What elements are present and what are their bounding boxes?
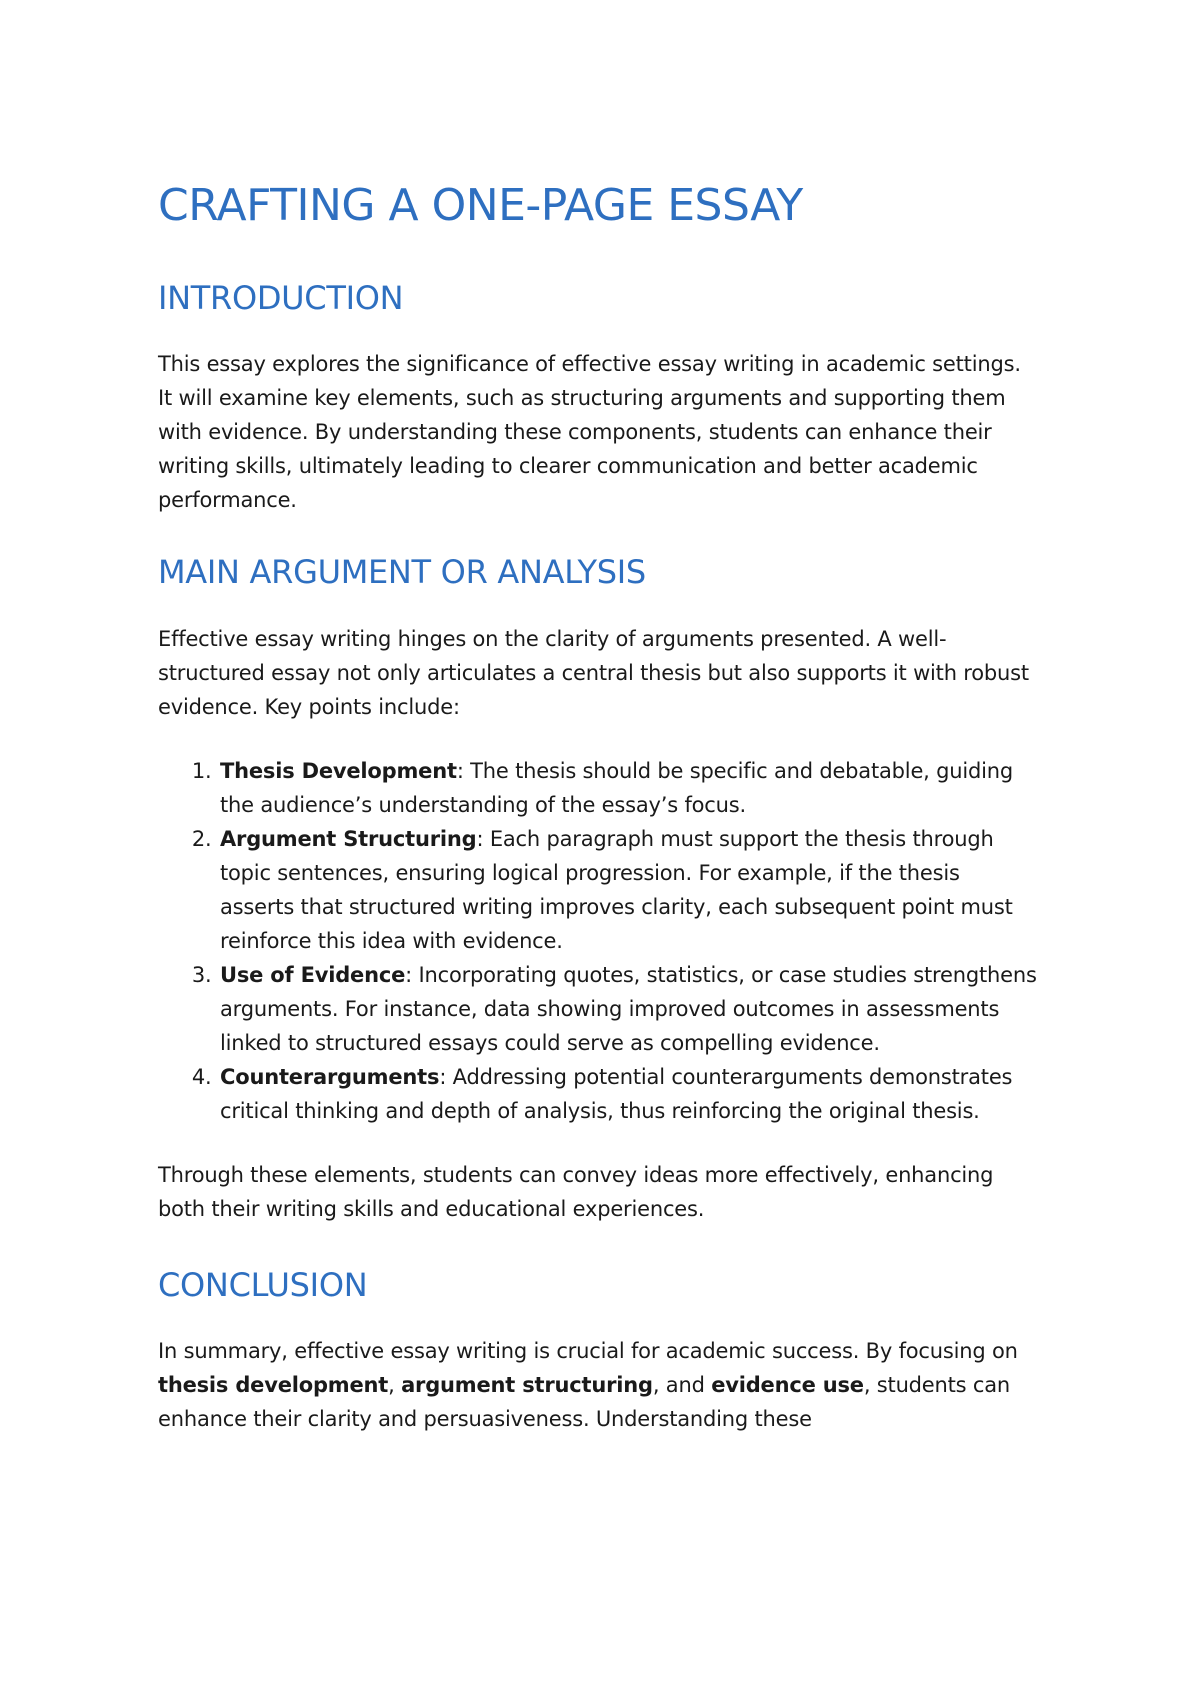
conclusion-heading: CONCLUSION: [158, 1265, 368, 1304]
list-item-term: Thesis Development: [220, 758, 457, 783]
list-item-text: : Incorporating quotes, statistics, or case studies strengthens arguments. For instance, data showing improved outcomes in assessments linked to structured essays could serve as compelling evidence.: [220, 962, 1037, 1055]
list-item: [218, 958, 1040, 1060]
conclusion-text-end: , students can enhance their clarity and persuasiveness. Understanding these: [158, 1372, 1011, 1431]
introduction-section: [158, 279, 1040, 517]
introduction-paragraph: This essay explores the significance of effective essay writing in academic settings. It will examine key elements, such as structuring arguments and supporting them with evidence. By understanding these components, students can enhance their writing skills, ultimately leading to clearer communication and better academic performance.: [158, 352, 1021, 513]
conclusion-term-evidence: evidence use: [711, 1372, 864, 1397]
list-item: [218, 822, 1040, 958]
conclusion-term-argument: argument structuring: [401, 1372, 653, 1397]
list-item: [218, 1060, 1040, 1128]
conclusion-section: [158, 1266, 1040, 1436]
introduction-heading: INTRODUCTION: [158, 278, 404, 317]
conclusion-separator: , and: [652, 1372, 712, 1397]
list-item-text: : Addressing potential counterarguments demonstrates critical thinking and depth of analysis, thus reinforcing the original thesis.: [220, 1064, 1013, 1123]
conclusion-paragraph: [158, 1334, 1040, 1436]
conclusion-text: In summary, effective essay writing is crucial for academic success. By focusing on: [158, 1338, 1018, 1363]
key-points-list: [158, 754, 1040, 1128]
main-argument-intro: Effective essay writing hinges on the clarity of arguments presented. A well-structured essay not only articulates a central thesis but also supports it with robust evidence. Key points include:: [158, 626, 1029, 719]
document-title: CRAFTING A ONE-PAGE ESSAY: [158, 180, 803, 231]
list-item-term: Use of Evidence: [220, 962, 406, 987]
list-item-text: : Each paragraph must support the thesis through topic sentences, ensuring logical progression. For example, if the thesis asserts that structured writing improves clarity, each subsequent point must reinforce this idea with evidence.: [220, 826, 1013, 953]
list-item: [218, 754, 1040, 822]
main-argument-closing: Through these elements, students can convey ideas more effectively, enhancing both their writing skills and educational experiences.: [158, 1162, 994, 1221]
list-item-term: Argument Structuring: [220, 826, 477, 851]
conclusion-term-thesis: thesis development: [158, 1372, 389, 1397]
list-item-text: : The thesis should be specific and debatable, guiding the audience’s understanding of the essay’s focus.: [220, 758, 1013, 817]
main-argument-heading: MAIN ARGUMENT OR ANALYSIS: [158, 553, 646, 592]
conclusion-separator: ,: [388, 1372, 402, 1397]
list-item-term: Counterarguments: [220, 1064, 440, 1089]
main-argument-section: [158, 553, 1040, 1225]
